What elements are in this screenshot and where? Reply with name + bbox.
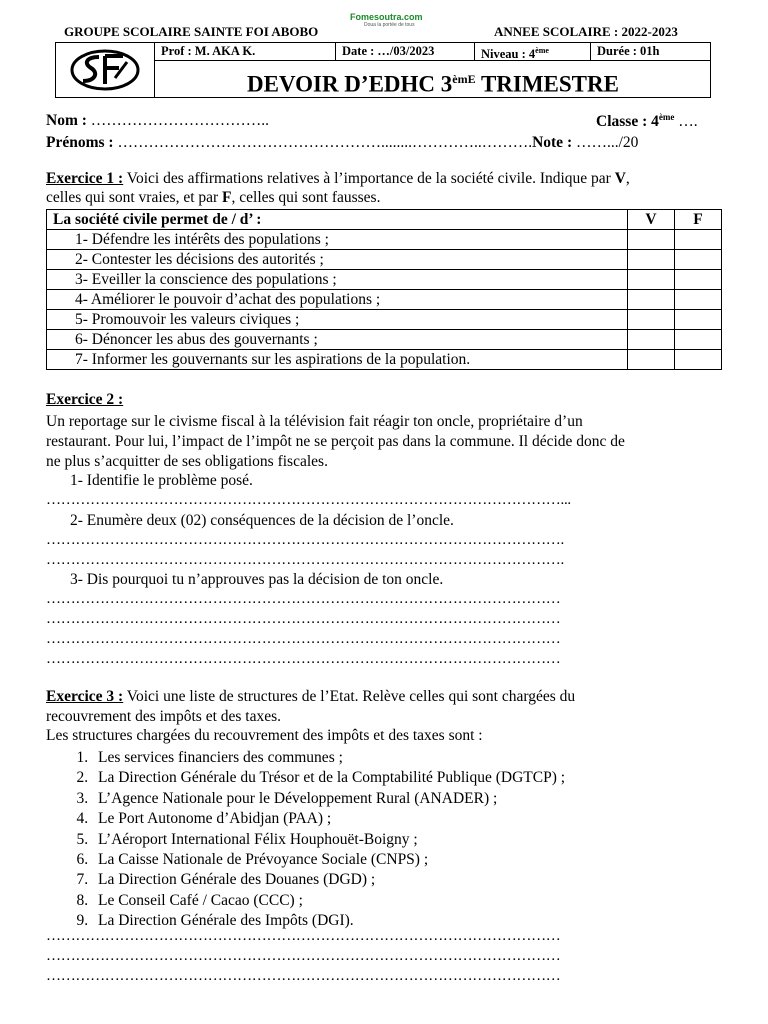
ex1-instr-line2-b: , celles qui sont fausses.	[231, 189, 381, 206]
table-header-row	[47, 210, 722, 230]
ex2-para-1: Un reportage sur le civisme fiscal à la télévision fait réagir ton oncle, propriétaire d’un	[46, 413, 583, 430]
date-field: Date : …/03/2023	[336, 42, 475, 60]
v-answer-cell[interactable]	[628, 270, 675, 290]
list-item: 9. La Direction Générale des Impôts (DGI).	[92, 911, 565, 931]
table-row	[47, 330, 722, 350]
niveau-text: Niveau : 4	[481, 47, 536, 62]
ex2-question-1: 1- Identifie le problème posé.	[70, 472, 253, 489]
table-row	[47, 250, 722, 270]
list-item: 6. La Caisse Nationale de Prévoyance Sociale (CNPS) ;	[92, 850, 565, 870]
exam-title-a: DEVOIR D’EDHC 3	[247, 71, 453, 97]
ex1-instruction-2	[46, 189, 380, 207]
answer-line[interactable]: …………………………………………………………………………………………….	[46, 552, 564, 568]
v-answer-cell[interactable]	[628, 290, 675, 310]
f-answer-cell[interactable]	[675, 330, 722, 350]
prenoms-dots: ……………………………………………........…………..……….	[117, 134, 533, 151]
prof-field: Prof : M. AKA K.	[155, 42, 336, 60]
exam-title	[155, 62, 711, 102]
list-item: 3. L’Agence Nationale pour le Développement Rural (ANADER) ;	[92, 789, 565, 809]
v-answer-cell[interactable]	[628, 230, 675, 250]
list-item: 7. La Direction Générale des Douanes (DGD) ;	[92, 870, 565, 890]
ex1-instruction	[46, 170, 630, 188]
answer-line[interactable]: ……………………………………………………………………………………………	[46, 948, 561, 964]
duree-field: Durée : 01h	[597, 44, 660, 58]
answer-line[interactable]: ……………………………………………………………………………………………...	[46, 492, 571, 508]
ex1-v: V	[614, 170, 626, 187]
statement: 1- Défendre les intérêts des populations ;	[47, 230, 628, 250]
ex1-instr-line2-a: celles qui sont vraies, et par	[46, 189, 223, 206]
ex3-intro: Les structures chargées du recouvrement des impôts et des taxes sont :	[46, 727, 483, 744]
answer-line[interactable]: …………………………………………………………………………………………….	[46, 532, 564, 548]
ex2-para-2: restaurant. Pour lui, l’impact de l’impôt ne se perçoit pas dans la commune. Il décide donc de	[46, 433, 625, 450]
school-year: ANNEE SCOLAIRE : 2022-2023	[494, 24, 678, 39]
niveau-sup: ème	[535, 46, 549, 55]
structures-list	[46, 748, 565, 932]
ex3-instr-a: Voici une liste de structures de l’Etat. Relève celles qui sont chargées du	[123, 688, 576, 705]
list-item: 2. La Direction Générale du Trésor et de la Comptabilité Publique (DGTCP) ;	[92, 768, 565, 788]
col-f-header: F	[675, 210, 722, 230]
answer-line[interactable]: ……………………………………………………………………………………………	[46, 631, 561, 647]
statement: 4- Améliorer le pouvoir d’achat des populations ;	[47, 290, 628, 310]
nom-dots: ……………………………..	[90, 112, 270, 129]
table-row	[47, 230, 722, 250]
ex1-instr-a: Voici des affirmations relatives à l’importance de la société civile. Indique par	[123, 170, 615, 187]
school-logo-cell	[55, 42, 155, 98]
ex2-question-3: 3- Dis pourquoi tu n’approuves pas la décision de ton oncle.	[70, 571, 444, 588]
table-row	[47, 290, 722, 310]
school-logo-icon	[69, 48, 141, 92]
classe-label: Classe : 4	[596, 113, 659, 131]
statement: 3- Eveiller la conscience des populations ;	[47, 270, 628, 290]
table-head-label: La société civile permet de / d’ :	[47, 210, 628, 230]
answer-line[interactable]: ……………………………………………………………………………………………	[46, 651, 561, 667]
table-row	[47, 270, 722, 290]
note-label: Note :	[532, 134, 576, 151]
answer-line[interactable]: ……………………………………………………………………………………………	[46, 591, 561, 607]
table-row	[47, 310, 722, 330]
f-answer-cell[interactable]	[675, 290, 722, 310]
statement: 5- Promouvoir les valeurs civiques ;	[47, 310, 628, 330]
list-item: 5. L’Aéroport International Félix Houphouët-Boigny ;	[92, 830, 565, 850]
classe-line	[596, 112, 698, 131]
exam-title-sup: èmE	[452, 72, 476, 86]
nom-label: Nom :	[46, 112, 91, 129]
list-item: 4. Le Port Autonome d’Abidjan (PAA) ;	[92, 809, 565, 829]
table-row	[47, 350, 722, 370]
watermark-logo: Fomesoutra.com	[350, 12, 423, 22]
nom-line	[46, 112, 269, 130]
f-answer-cell[interactable]	[675, 350, 722, 370]
ex3-title: Exercice 3 :	[46, 688, 124, 705]
answer-line[interactable]: ……………………………………………………………………………………………	[46, 611, 561, 627]
note-value: …….../20	[575, 134, 639, 151]
ex2-question-2: 2- Enumère deux (02) conséquences de la décision de l’oncle.	[70, 512, 454, 529]
v-answer-cell[interactable]	[628, 350, 675, 370]
answer-line[interactable]: ……………………………………………………………………………………………	[46, 968, 561, 984]
ex1-title: Exercice 1 :	[46, 170, 124, 187]
statement: 2- Contester les décisions des autorités ;	[47, 250, 628, 270]
ex1-instr-b: ,	[625, 170, 630, 187]
school-name: GROUPE SCOLAIRE SAINTE FOI ABOBO	[64, 24, 319, 39]
ex3-instruction-2: recouvrement des impôts et des taxes.	[46, 708, 282, 725]
ex2-para-3: ne plus s’acquitter de ses obligations fiscales.	[46, 453, 328, 470]
ex3-instruction	[46, 688, 575, 706]
list-item: 8. Le Conseil Café / Cacao (CCC) ;	[92, 891, 565, 911]
f-answer-cell[interactable]	[675, 310, 722, 330]
ex2-title: Exercice 2 :	[46, 391, 124, 408]
prenoms-label: Prénoms :	[46, 134, 118, 151]
answer-line[interactable]: ……………………………………………………………………………………………	[46, 928, 561, 944]
v-answer-cell[interactable]	[628, 310, 675, 330]
statement: 7- Informer les gouvernants sur les aspirations de la population.	[47, 350, 628, 370]
f-answer-cell[interactable]	[675, 250, 722, 270]
watermark-tagline: Doua la portée de tous	[364, 22, 415, 28]
ex1-f: F	[222, 189, 232, 206]
f-answer-cell[interactable]	[675, 230, 722, 250]
true-false-table	[46, 209, 722, 370]
exam-title-b: TRIMESTRE	[475, 71, 619, 97]
f-answer-cell[interactable]	[675, 270, 722, 290]
v-answer-cell[interactable]	[628, 250, 675, 270]
col-v-header: V	[628, 210, 675, 230]
header-info-row	[155, 42, 711, 61]
classe-dots: ….	[674, 113, 698, 131]
prenoms-line	[46, 134, 638, 152]
niveau-field	[475, 42, 591, 60]
classe-sup: ème	[658, 112, 675, 122]
list-item: 1. Les services financiers des communes ;	[92, 748, 565, 768]
v-answer-cell[interactable]	[628, 330, 675, 350]
statement: 6- Dénoncer les abus des gouvernants ;	[47, 330, 628, 350]
